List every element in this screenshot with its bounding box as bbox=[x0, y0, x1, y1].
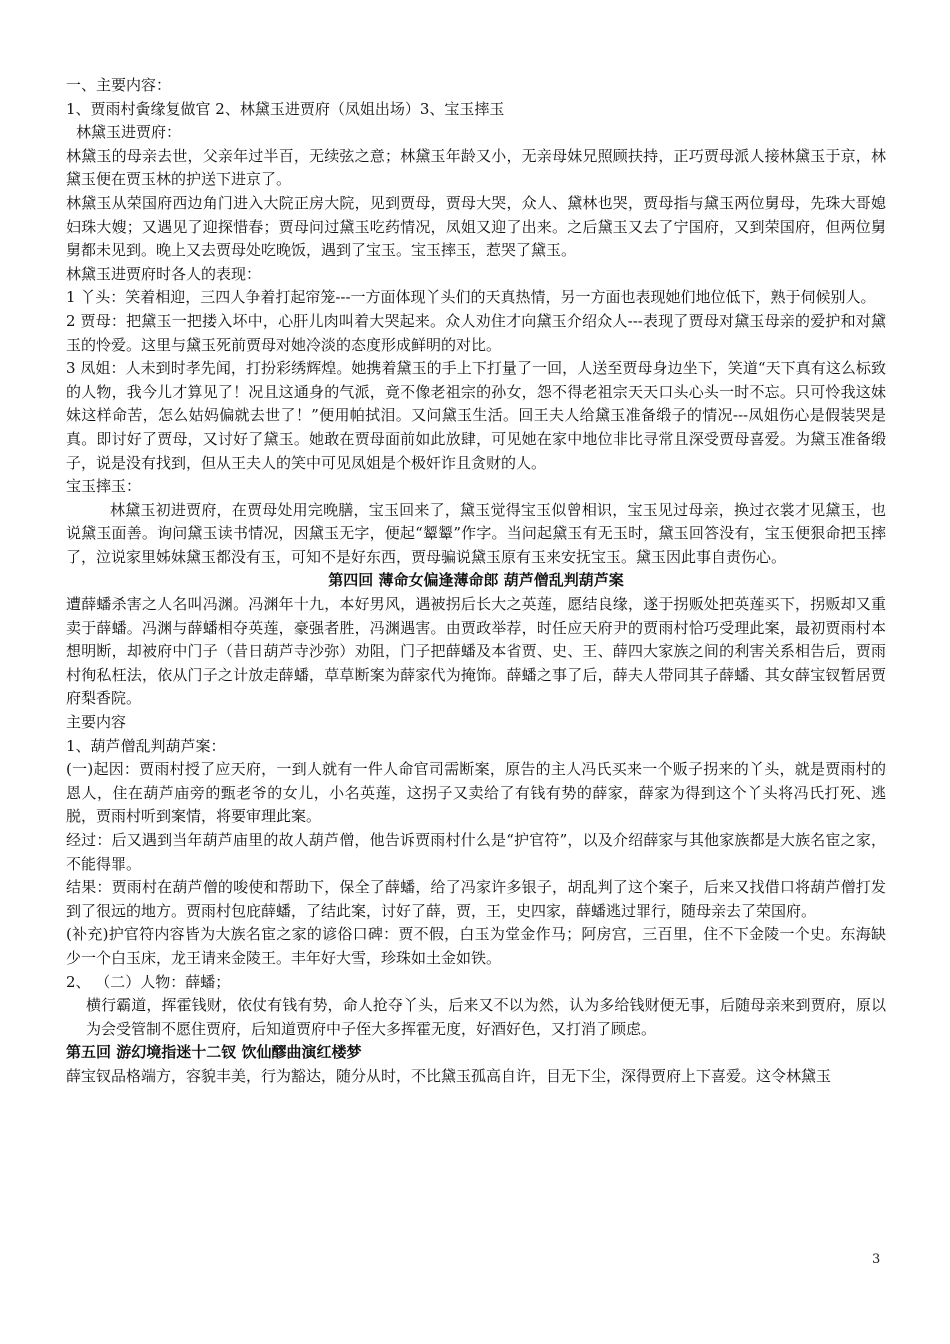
subheading-main-content: 主要内容 bbox=[66, 713, 127, 732]
chapter-title-4: 第四回 薄命女偏逢薄命郎 葫芦僧乱判葫芦案 bbox=[328, 571, 624, 590]
chapter-title-5: 第五回 游幻境指迷十二钗 饮仙醪曲演红楼梦 bbox=[66, 1043, 362, 1062]
paragraph: 林黛玉初进贾府，在贾母处用完晚膳，宝玉回来了，黛玉觉得宝玉似曾相识，宝玉见过母亲，换过衣裳才见黛玉，也说黛玉面善。询问黛玉读书情况，因黛玉无字，便起“颦颦”作字。当问起黛玉有无玉时，黛玉回答没有，宝玉便狠命把玉摔了，泣说家里姊妹黛玉都没有玉，可知不是好东西，贾母骗说黛玉原有玉来安抚宝玉。黛玉因此事自责伤心。 bbox=[66, 500, 886, 566]
paragraph: 1 丫头：笑着相迎，三四人争着打起帘笼---一方面体现丫头们的天真热情，另一方面也表现她们地位低下，熟于伺候别人。 bbox=[66, 288, 876, 307]
paragraph: 薛宝钗品格端方，容貌丰美，行为豁达，随分从时，不比黛玉孤高自许，目无下尘，深得贾府上下喜爱。这令林黛玉 bbox=[66, 1066, 832, 1085]
chapter-summary-line: 1、贾雨村夤缘复做官 2、林黛玉进贾府（凤姐出场）3、宝玉摔玉 bbox=[66, 99, 505, 118]
paragraph: 林黛玉的母亲去世，父亲年过半百，无续弦之意；林黛玉年龄又小，无亲母妹兄照顾扶持，正巧贾母派人接林黛玉于京，林黛玉便在贾玉林的护送下进京了。 bbox=[66, 146, 886, 189]
subheading-case: 1、葫芦僧乱判葫芦案： bbox=[66, 736, 226, 755]
subheading-enter-jia-mansion: 林黛玉进贾府： bbox=[76, 123, 182, 142]
paragraph: 结果：贾雨村在葫芦僧的唆使和帮助下，保全了薛蟠，给了冯家许多银子，胡乱判了这个案子，后来又找借口将葫芦僧打发到了很远的地方。贾雨村包庇薛蟠，了结此案，讨好了薛，贾，王，史四家，薛蟠逃过罪行，随母亲去了荣国府。 bbox=[66, 878, 886, 920]
subheading-character: 2、 （二）人物：薛蟠； bbox=[66, 972, 231, 991]
paragraph: 3 凤姐：人未到时孝先闻，打扮彩绣辉煌。她携着黛玉的手上下打量了一回，人送至贾母身边坐下，笑道“天下真有这么标致的人物，我今儿才算见了！况且这通身的气派，竟不像老祖宗的孙女，怨不得老祖宗天天口头心头一时不忘。只可怜我这妹妹这样命苦，怎么姑妈偏就去世了！”便用帕拭泪。又问黛玉生活。回王夫人给黛玉准备缎子的情况---凤姐伤心是假装哭是真。即讨好了贾母，又讨好了黛玉。她敢在贾母面前如此放肆，可见她在家中地位非比寻常且深受贾母喜爱。为黛玉准备缎子，说是没有找到，但从王夫人的笑中可见凤姐是个极奸诈且贪财的人。 bbox=[66, 359, 886, 472]
paragraph: (补充)护官符内容皆为大族名宦之家的谚俗口碑：贾不假，白玉为堂金作马；阿房宫，三百里，住不下金陵一个史。东海缺少一个白玉床，龙王请来金陵王。丰年好大雪，珍珠如土金如铁。 bbox=[66, 925, 886, 967]
document-body bbox=[66, 74, 886, 1089]
paragraph: 遭薛蟠杀害之人名叫冯渊。冯渊年十九，本好男风，遇被拐后长大之英莲，愿结良缘，遂于拐贩处把英莲买下，拐贩却又重卖于薛蟠。冯渊与薛蟠相夺英莲，豪强者胜，冯渊遇害。由贾政举荐，时任应天府尹的贾雨村恰巧受理此案，最初贾雨村本想明断，却被府中门子（昔日葫芦寺沙弥）劝阻，门子把薛蟠及本省贾、史、王、薛四大家族之间的利害关系相告后，贾雨村徇私枉法，依从门子之计放走薛蟠，草草断案为薛家代为掩饰。薛蟠之事了后，薛夫人带同其子薛蟠、其女薛宝钗暂居贾府梨香院。 bbox=[66, 595, 886, 708]
subheading-baoyu-throws-jade: 宝玉摔玉： bbox=[66, 477, 142, 496]
paragraph: 横行霸道，挥霍钱财，依仗有钱有势，命人抢夺丫头，后来又不以为然，认为多给钱财便无事，后随母亲来到贾府，原以为会受管制不愿住贾府，后知道贾府中子侄大多挥霍无度，好酒好色，又打消了顾虑。 bbox=[86, 996, 886, 1038]
subheading-performances: 林黛玉进贾府时各人的表现： bbox=[66, 264, 262, 283]
paragraph: (一)起因：贾雨村授了应天府，一到人就有一件人命官司需断案，原告的主人冯氏买来一个贩子拐来的丫头，就是贾雨村的恩人，住在葫芦庙旁的甄老爷的女儿，小名英莲，这拐子又卖给了有钱有势的薛家，薛家为得到这个丫头将冯氏打死、逃脱，贾雨村听到案情，将要审理此案。 bbox=[66, 760, 886, 826]
paragraph: 2 贾母：把黛玉一把搂入坏中，心肝儿肉叫着大哭起来。众人劝住才向黛玉介绍众人---表现了贾母对黛玉母亲的爱护和对黛玉的怜爱。这里与黛玉死前贾母对她冷淡的态度形成鲜明的对比。 bbox=[66, 311, 886, 354]
paragraph: 经过：后又遇到当年葫芦庙里的故人葫芦僧，他告诉贾雨村什么是“护官符”，以及介绍薛家与其他家族都是大族名宦之家，不能得罪。 bbox=[66, 831, 886, 873]
page-number: 3 bbox=[872, 1252, 881, 1267]
heading-main-content: 一、主要内容： bbox=[66, 76, 172, 94]
paragraph: 林黛玉从荣国府西边角门进入大院正房大院，见到贾母，贾母大哭，众人、黛林也哭，贾母指与黛玉两位舅母，先珠大哥媳妇珠大嫂；又遇见了迎探惜春；贾母问过黛玉吃药情况，凤姐又迎了出来。之后黛玉又去了宁国府，又到荣国府，但两位舅舅都未见到。晚上又去贾母处吃晚饭，遇到了宝玉。宝玉摔玉，惹哭了黛玉。 bbox=[66, 193, 886, 260]
